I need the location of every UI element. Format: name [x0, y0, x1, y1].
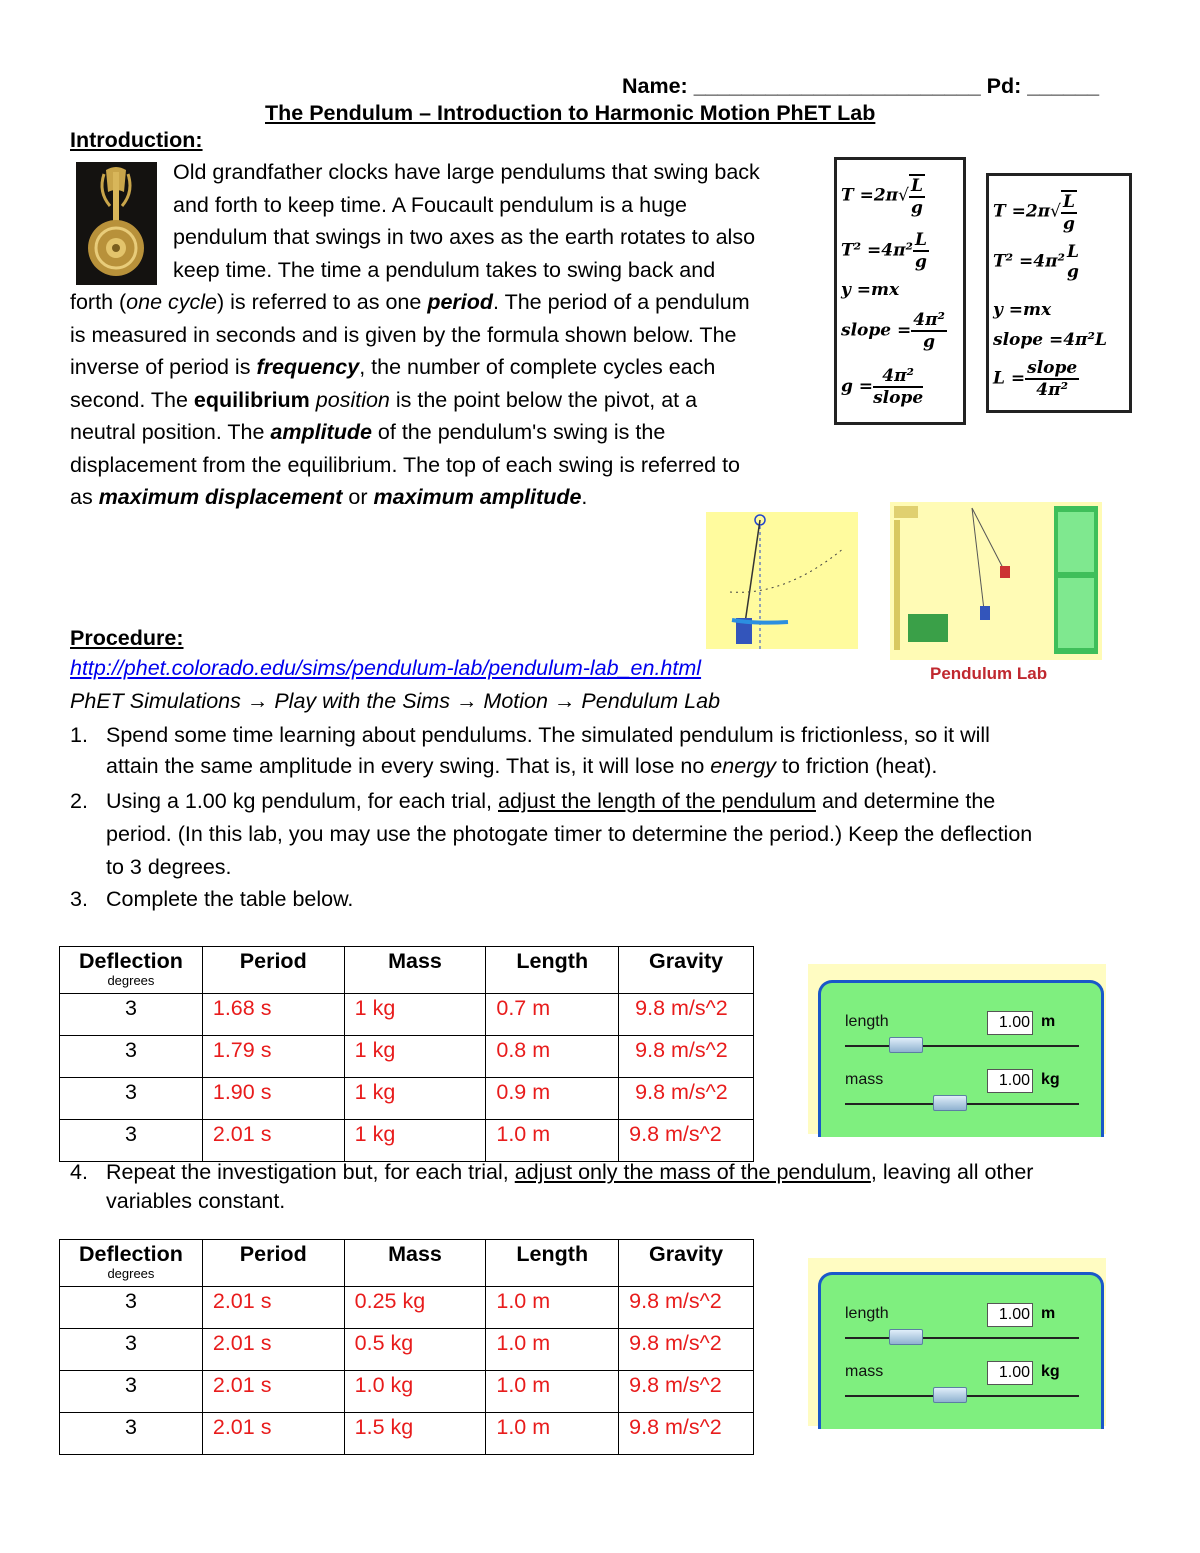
length-value-field[interactable]: 1.00: [987, 1011, 1033, 1035]
intro-line: is measured in seconds and is given by the formula shown below. The: [70, 322, 737, 347]
clock-pendulum-icon: [76, 162, 157, 285]
length-unit: m: [1041, 1013, 1056, 1030]
cell-deflection: 3: [60, 994, 203, 1036]
phet-link[interactable]: http://phet.colorado.edu/sims/pendulum-lab/pendulum-lab_en.html: [70, 656, 702, 680]
cell-deflection: 3: [60, 1413, 203, 1455]
header-length: Length: [486, 947, 619, 994]
equation-slope: slope = $\frac{\text{4π²}}{g}$: [841, 310, 945, 352]
intro-line: second. The equilibrium position is the point below the pivot, at a: [70, 387, 698, 412]
equation-line: y =mx: [993, 300, 1052, 320]
equation-box-left: [834, 157, 966, 425]
cell-length[interactable]: 0.8 m: [486, 1036, 619, 1078]
cell-length[interactable]: 1.0 m: [486, 1120, 619, 1162]
step-2: 2. Using a 1.00 kg pendulum, for each trial, adjust the length of the pendulum and determine the period. (In this lab, you may use the photogate timer to determine the period.) Keep the deflection to 3 degrees.: [70, 789, 1033, 879]
intro-line: inverse of period is frequency, the number of complete cycles each: [70, 355, 716, 379]
cell-period[interactable]: 1.79 s: [202, 1036, 344, 1078]
equation-gravity: g = $\frac{\text{4π²}}{\text{slope}}$: [841, 366, 924, 408]
cell-period[interactable]: 2.01 s: [202, 1120, 344, 1162]
cell-length[interactable]: 1.0 m: [486, 1413, 619, 1455]
cell-gravity[interactable]: 9.8 m/s^2: [619, 1036, 754, 1078]
mass-unit: kg: [1041, 1071, 1060, 1088]
term-max-amplitude: maximum amplitude: [373, 485, 582, 509]
procedure-heading: Procedure:: [70, 626, 184, 650]
header-gravity: Gravity: [619, 947, 754, 994]
cell-gravity[interactable]: 9.8 m/s^2: [619, 1371, 754, 1413]
length-trials-table: [59, 946, 754, 1162]
cell-length[interactable]: 0.9 m: [486, 1078, 619, 1120]
control-panel-body: [818, 980, 1104, 1137]
equation-period-squared: T² =4π² $\frac{L}{g}$: [841, 230, 927, 272]
header-deflection: Deflection degrees: [60, 1240, 203, 1287]
intro-line: keep time. The time a pendulum takes to swing back and: [173, 257, 716, 282]
term-frequency: frequency: [256, 355, 360, 379]
control-panel-screenshot: [808, 964, 1106, 1134]
header-mass: Mass: [344, 1240, 486, 1287]
cell-mass[interactable]: 1 kg: [344, 1036, 486, 1078]
cell-length[interactable]: 0.7 m: [486, 994, 619, 1036]
mass-label: mass: [845, 1363, 884, 1380]
term-amplitude: amplitude: [270, 420, 372, 444]
cell-deflection: 3: [60, 1078, 203, 1120]
equation-period: T =2π√ $\frac{L}{g}$: [993, 192, 1075, 234]
sim-path: PhET Simulations → Play with the Sims → Motion → Pendulum Lab: [70, 689, 721, 713]
name-line: [622, 74, 1099, 99]
equation-slope: slope =4π²L: [993, 330, 1107, 350]
length-label: length: [845, 1013, 889, 1030]
length-slider-track[interactable]: [845, 1337, 1079, 1339]
mass-value-field[interactable]: 1.00: [987, 1069, 1033, 1093]
name-blank[interactable]: ________________________: [693, 74, 981, 98]
intro-line: pendulum that swings in two axes as the earth rotates to also: [173, 225, 756, 249]
cell-gravity[interactable]: 9.8 m/s^2: [619, 1413, 754, 1455]
cell-mass[interactable]: 0.25 kg: [344, 1287, 486, 1329]
table-header-row: [60, 1240, 754, 1287]
cell-length[interactable]: 1.0 m: [486, 1371, 619, 1413]
mass-value-field[interactable]: 1.00: [987, 1361, 1033, 1385]
cell-gravity[interactable]: 9.8 m/s^2: [619, 1329, 754, 1371]
clock-pendulum-image: [76, 162, 157, 285]
length-label: length: [845, 1305, 889, 1322]
step-3: 3. Complete the table below.: [70, 887, 354, 911]
control-panel-body: [818, 1272, 1104, 1429]
table-header-row: [60, 947, 754, 994]
intro-line: Old grandfather clocks have large pendulums that swing back: [173, 160, 760, 184]
term-max-displacement: maximum displacement: [98, 485, 343, 509]
cell-gravity[interactable]: 9.8 m/s^2: [619, 1120, 754, 1162]
cell-deflection: 3: [60, 1120, 203, 1162]
table-row: [60, 1371, 754, 1413]
header-mass: Mass: [344, 947, 486, 994]
term-period: period: [427, 290, 494, 314]
cell-mass[interactable]: 1 kg: [344, 994, 486, 1036]
step-4: 4. Repeat the investigation but, for each trial, adjust only the mass of the pendulum, leaving all other variables constant.: [70, 1160, 1034, 1213]
equation-period: T =2π√ $\frac{L}{g}$: [841, 176, 923, 218]
term-equilibrium: equilibrium: [193, 387, 310, 412]
mass-slider-knob[interactable]: [933, 1387, 967, 1403]
intro-line: and forth to keep time. A Foucault pendulum is a huge: [173, 192, 687, 217]
pendulum-diagram-icon: [706, 512, 858, 649]
procedure-steps: [70, 720, 1150, 915]
cell-mass[interactable]: 1.0 kg: [344, 1371, 486, 1413]
pd-blank[interactable]: ______: [1027, 74, 1100, 98]
table-row: [60, 1413, 754, 1455]
header-length: Length: [486, 1240, 619, 1287]
header-period: Period: [202, 1240, 344, 1287]
intro-line: forth (one cycle) is referred to as one period. The period of a pendulum: [70, 290, 750, 314]
cell-mass[interactable]: 1 kg: [344, 1120, 486, 1162]
intro-paragraph-top: [173, 156, 760, 286]
table-row: [60, 994, 754, 1036]
pd-label: Pd:: [986, 74, 1022, 98]
table-row: [60, 1287, 754, 1329]
control-panel-screenshot: [808, 1258, 1106, 1426]
intro-line: as maximum displacement or maximum amplitude.: [70, 485, 588, 509]
length-slider-knob[interactable]: [889, 1329, 923, 1345]
cell-mass[interactable]: 1 kg: [344, 1078, 486, 1120]
pendulum-lab-screenshot: [890, 502, 1102, 660]
mass-label: mass: [845, 1071, 884, 1088]
cell-mass[interactable]: 1.5 kg: [344, 1413, 486, 1455]
header-deflection: Deflection degrees: [60, 947, 203, 994]
pendulum-sim-screenshot: [706, 512, 858, 649]
cell-length[interactable]: 1.0 m: [486, 1329, 619, 1371]
cell-gravity[interactable]: 9.8 m/s^2: [619, 994, 754, 1036]
cell-deflection: 3: [60, 1329, 203, 1371]
cell-length[interactable]: 1.0 m: [486, 1287, 619, 1329]
cell-gravity[interactable]: 9.8 m/s^2: [619, 1078, 754, 1120]
cell-period[interactable]: 2.01 s: [202, 1329, 344, 1371]
equation-length: L = $\frac{\text{slope}}{\text{4π²}}$: [993, 358, 1078, 400]
intro-line: neutral position. The amplitude of the pendulum's swing is the: [70, 420, 666, 444]
name-label: Name:: [622, 74, 688, 98]
sim-caption: Pendulum Lab: [930, 664, 1048, 683]
cell-period[interactable]: 1.90 s: [202, 1078, 344, 1120]
cell-period[interactable]: 2.01 s: [202, 1371, 344, 1413]
table-row: [60, 1078, 754, 1120]
mass-trials-table: [59, 1239, 754, 1455]
page-title: The Pendulum – Introduction to Harmonic Motion PhET Lab: [265, 101, 876, 125]
cell-gravity[interactable]: 9.8 m/s^2: [619, 1287, 754, 1329]
mass-slider-knob[interactable]: [933, 1095, 967, 1111]
length-slider-knob[interactable]: [889, 1037, 923, 1053]
intro-line: displacement from the equilibrium. The top of each swing is referred to: [70, 452, 741, 477]
cell-deflection: 3: [60, 1371, 203, 1413]
length-slider-track[interactable]: [845, 1045, 1079, 1047]
cell-period[interactable]: 2.01 s: [202, 1287, 344, 1329]
equation-box-right: [986, 173, 1132, 413]
header-period: Period: [202, 947, 344, 994]
header-gravity: Gravity: [619, 1240, 754, 1287]
cell-mass[interactable]: 0.5 kg: [344, 1329, 486, 1371]
cell-deflection: 3: [60, 1036, 203, 1078]
pendulum-lab-icon: [890, 502, 1102, 660]
step-1: 1. Spend some time learning about pendulums. The simulated pendulum is frictionless, so it will attain the same amplitude in every swing. That is, it will lose no energy to friction (heat).: [70, 723, 990, 778]
length-unit: m: [1041, 1305, 1056, 1322]
cell-period[interactable]: 2.01 s: [202, 1413, 344, 1455]
cell-period[interactable]: 1.68 s: [202, 994, 344, 1036]
equation-line: y =mx: [841, 280, 900, 300]
table-row: [60, 1120, 754, 1162]
equation-period-squared: T² =4π² L g: [993, 242, 1079, 282]
length-value-field[interactable]: 1.00: [987, 1303, 1033, 1327]
cell-deflection: 3: [60, 1287, 203, 1329]
intro-heading: Introduction:: [70, 128, 203, 152]
mass-unit: kg: [1041, 1363, 1060, 1380]
table-row: [60, 1036, 754, 1078]
intro-paragraph-bottom: [70, 286, 750, 514]
table-row: [60, 1329, 754, 1371]
